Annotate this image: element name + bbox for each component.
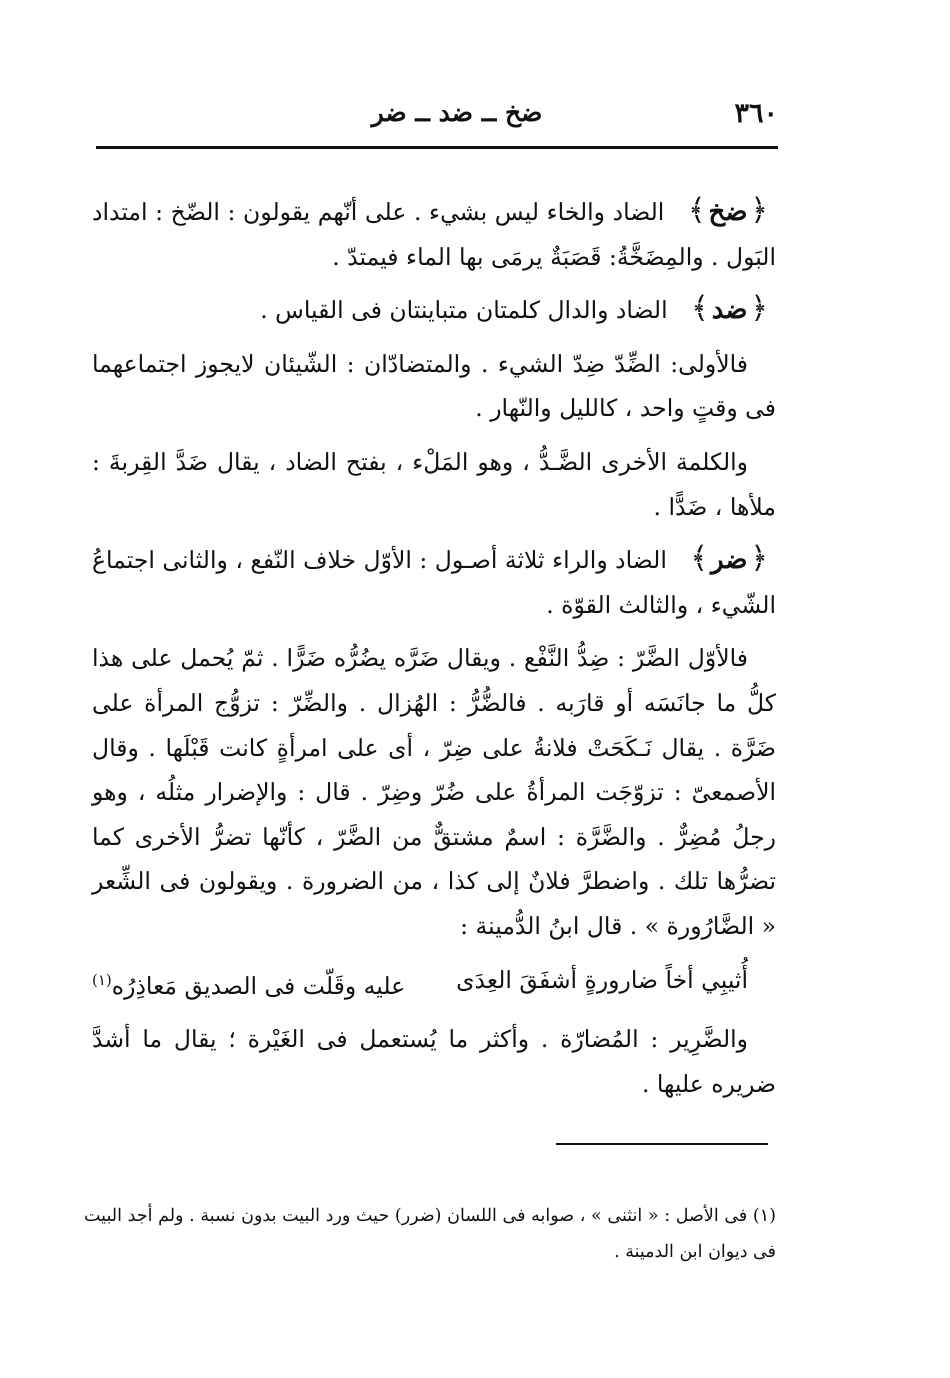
entry-text: الضاد والراء ثلاثة أصـول : الأوّل خلاف النّفع ، والثانى اجتماعُ الشّيء ، والثالث القوّة .: [92, 546, 776, 619]
entry-darr: [92, 538, 776, 627]
entry-text: الضاد والدال كلمتان متباينتان فى القياس .: [260, 296, 668, 325]
footnote-reference[interactable]: (١): [92, 970, 112, 989]
header-rule: [96, 146, 778, 149]
entry-dakh: [92, 190, 776, 279]
ornamental-bracket-close: ﴾: [690, 541, 708, 577]
entry-dadd: [92, 288, 776, 333]
ornamental-bracket-close: ﴾: [687, 193, 706, 228]
verse-second-hemistich: [92, 958, 405, 1008]
headword-dakh: [680, 191, 776, 232]
ornamental-bracket-open: ﴿: [750, 541, 768, 577]
footnote: (١) فى الأصل : « انثنى » ، صوابه فى اللسان (ضرر) حيث ورد البيت بدون نسبة . ولم أجد البيت فى ديوان ابن الدمينة .: [84, 1205, 776, 1262]
footnote-rule: [556, 1143, 768, 1145]
entry-text: الضاد والخاء ليس بشيء . على أنّهم يقولون : الضّخ : امتداد البَول . والمِضَخَّةُ: قَصَبَةٌ يرمَى بها الماء فيمتدّ .: [92, 198, 776, 271]
verse-line: [92, 958, 776, 1008]
paragraph: والكلمة الأخرى الضَّـدُّ ، وهو المَلْء ، بفتح الضاد ، يقال ضَدَّ القِربةَ : ملأها ، ضَدًّا .: [92, 447, 776, 521]
paragraph: فالأولى: الضِّدّ ضِدّ الشيء . والمتضادّان : الشّيئان لايجوز اجتماعهما فى وقتٍ واحد ، كالليل والنّهار .: [92, 349, 776, 423]
headword-dadd: [683, 289, 776, 330]
body-text: [92, 190, 776, 1115]
running-head: ضخ ــ ضد ــ ضر: [371, 98, 543, 127]
ornamental-bracket-open: ﴿: [750, 193, 768, 228]
headword-text: ضد: [711, 295, 748, 326]
verse-second-text: عليه وقَلّت فى الصديق مَعاذِرُه: [111, 971, 406, 1000]
verse-first-hemistich: أُثيبِي أخاً ضارورةٍ أشفَقَ العِدَى: [456, 965, 748, 994]
ornamental-bracket-open: ﴿: [750, 291, 768, 327]
headword-darr: [682, 539, 776, 580]
headword-text: ضخ: [708, 197, 748, 227]
page-number: ٣٦٠: [734, 98, 778, 129]
page-header: [96, 98, 778, 142]
paragraph: والضَّرِير : المُضارّة . وأكثر ما يُستعمل فى الغَيْرة ؛ يقال ما أشدَّ ضريره عليها .: [92, 1024, 776, 1098]
headword-text: ضر: [710, 545, 748, 576]
paragraph: فالأوّل الضَّرّ : ضِدُّ النَّفْع . ويقال ضَرَّه يضُرُّه ضَرًّا . ثمّ يُحمل على هذا كلُّ ما جانَسَه أو قارَبه . فالضُّرُّ : الهُزال . والضِّرّ : تزوُّج المرأة على ضَرَّة . يقال نَـكَحَتْ فلانةُ على ضِرّ ، أى على امرأةٍ كانت قَبْلَها . وقال الأصمعىّ : تزوّجَت المرأةُ على ضُرّ وضِرّ . قال : والإضرار مثلُه ، وهو رجلُ مُضِرٌّ . والضَّرَّة : اسمٌ مشتقٌّ من الضَّرّ ، كأنّها تضرُّ الأخرى كما تضرُّها تلك . واضطرَّ فلانٌ إلى كذا ، من الضرورة . ويقولون فى الشِّعر « الضَّارُورة » . قال ابنُ الدُّمينة :: [92, 644, 776, 940]
ornamental-bracket-close: ﴾: [691, 291, 709, 327]
